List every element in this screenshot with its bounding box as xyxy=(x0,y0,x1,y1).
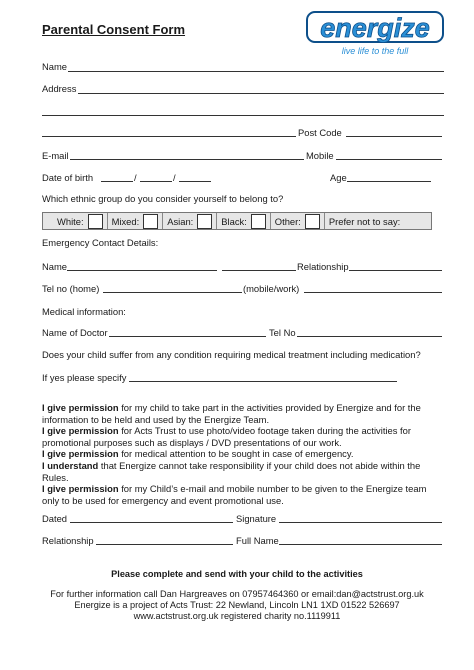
ethnic-options-row xyxy=(42,212,432,230)
postcode-field[interactable] xyxy=(346,136,442,137)
medical-question: Does your child suffer from any condition requiring medical treatment including medication? xyxy=(42,349,421,360)
permission-2: I give permission for Acts Trust to use photo/video footage taken during the activities for promotional purposes such as displays / DVD presentations of our work. xyxy=(42,425,411,448)
form-title: Parental Consent Form xyxy=(42,22,186,37)
dob-separator-2: / xyxy=(173,172,176,183)
name-field[interactable] xyxy=(68,71,444,72)
ethnic-option-prefer-not[interactable]: Prefer not to say: xyxy=(328,215,401,227)
signature-field[interactable] xyxy=(279,522,442,523)
ethnic-option-other[interactable]: Other: xyxy=(275,214,320,229)
footer-instruction: Please complete and send with your child to the activities xyxy=(111,569,363,579)
permission-1: I give permission for my child to take part in the activities provided by Energize and for the information to be held and used by the Energize Team. xyxy=(42,402,421,425)
dated-label: Dated xyxy=(42,513,68,524)
specify-label: If yes please specify xyxy=(42,372,127,383)
dob-label: Date of birth xyxy=(42,172,94,183)
email-label: E-mail xyxy=(42,150,69,161)
permission-4: I understand that Energize cannot take responsibility if your child does not abide within the Rules. xyxy=(42,459,421,483)
ethnic-question: Which ethnic group do you consider yourself to belong to? xyxy=(42,193,284,204)
doctor-tel-field[interactable] xyxy=(297,336,442,337)
specify-field[interactable] xyxy=(129,381,397,382)
mobile-label: Mobile xyxy=(306,150,334,161)
full-name-field[interactable] xyxy=(279,544,442,545)
tel-mobile-label: (mobile/work) xyxy=(243,283,300,294)
ethnic-option-asian[interactable]: Asian: xyxy=(167,214,212,229)
email-field[interactable] xyxy=(70,159,304,160)
medical-heading: Medical information: xyxy=(42,306,126,317)
energize-logo xyxy=(305,10,445,58)
dob-month-field[interactable] xyxy=(140,181,172,182)
emergency-relationship-field[interactable] xyxy=(349,270,442,271)
doctor-tel-label: Tel No xyxy=(269,327,296,338)
footer-contact: For further information call Dan Hargreaves on 07957464360 or email:dan@actstrust.org.uk xyxy=(50,589,424,599)
mixed-checkbox[interactable] xyxy=(143,214,158,229)
emergency-name-field-2[interactable] xyxy=(222,270,296,271)
emergency-relationship-label: Relationship xyxy=(297,261,349,272)
age-label: Age xyxy=(330,172,347,183)
permission-3: I give permission for medical attention to be sought in case of emergency. xyxy=(42,448,354,460)
full-name-label: Full Name xyxy=(236,535,279,546)
tel-mobile-field[interactable] xyxy=(304,292,442,293)
signoff-relationship-label: Relationship xyxy=(42,535,94,546)
ethnic-option-mixed[interactable]: Mixed: xyxy=(112,214,159,229)
svg-text:live life to the full: live life to the full xyxy=(341,46,409,56)
dob-year-field[interactable] xyxy=(179,181,211,182)
address-label: Address xyxy=(42,83,77,94)
svg-text:energize: energize xyxy=(320,13,430,43)
footer-charity: www.actstrust.org.uk registered charity no.1119911 xyxy=(133,611,341,621)
emergency-name-field[interactable] xyxy=(67,270,217,271)
permissions-block xyxy=(42,402,446,506)
doctor-label: Name of Doctor xyxy=(42,327,108,338)
postcode-label: Post Code xyxy=(298,127,342,138)
address-field-2[interactable] xyxy=(42,115,444,116)
asian-checkbox[interactable] xyxy=(197,214,212,229)
emergency-heading: Emergency Contact Details: xyxy=(42,237,159,248)
address-field-1[interactable] xyxy=(78,93,444,94)
mobile-field[interactable] xyxy=(336,159,442,160)
signature-label: Signature xyxy=(236,513,277,524)
tel-home-field[interactable] xyxy=(103,292,242,293)
signoff-relationship-field[interactable] xyxy=(96,544,233,545)
ethnic-option-white[interactable]: White: xyxy=(57,214,103,229)
permission-5: I give permission for my Child’s e-mail and mobile number to be given to the Energize team only to be used for emergency and event promotional use. xyxy=(42,483,427,506)
doctor-field[interactable] xyxy=(109,336,266,337)
emergency-name-label: Name xyxy=(42,261,68,272)
ethnic-option-black[interactable]: Black: xyxy=(221,214,266,229)
white-checkbox[interactable] xyxy=(88,214,103,229)
age-field[interactable] xyxy=(347,181,431,182)
footer-address: Energize is a project of Acts Trust: 22 Newland, Lincoln LN1 1XD 01522 526697 xyxy=(74,600,400,610)
dob-day-field[interactable] xyxy=(101,181,133,182)
tel-home-label: Tel no (home) xyxy=(42,283,100,294)
dob-separator-1: / xyxy=(134,172,137,183)
black-checkbox[interactable] xyxy=(251,214,266,229)
name-label: Name xyxy=(42,61,68,72)
address-field-3[interactable] xyxy=(42,136,296,137)
other-checkbox[interactable] xyxy=(305,214,320,229)
dated-field[interactable] xyxy=(70,522,233,523)
